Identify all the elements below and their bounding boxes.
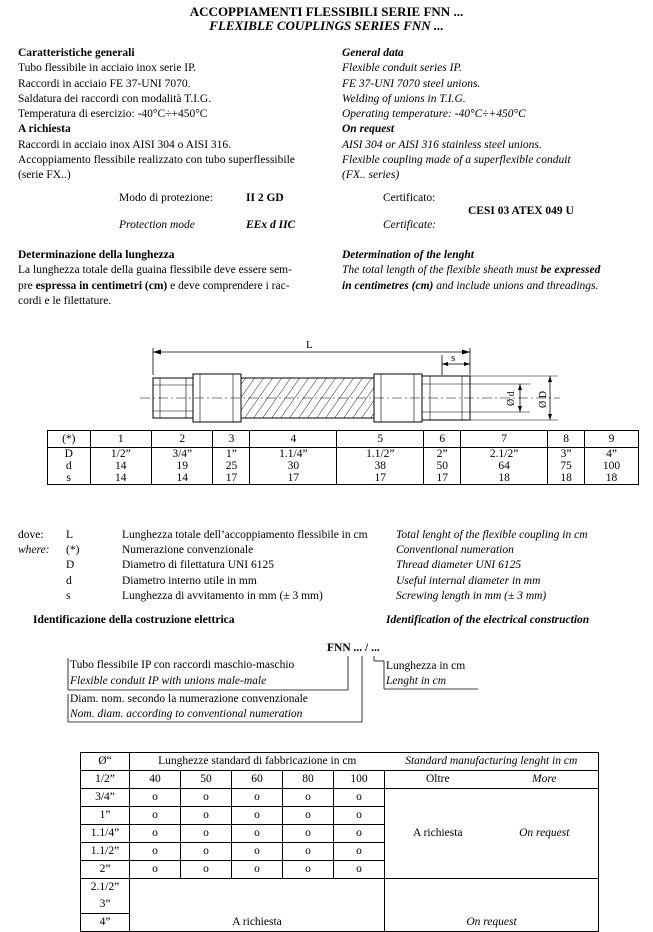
mark-cell: o [181, 861, 232, 879]
oltre-cell: Oltre [385, 771, 491, 789]
table-cell: 75 [548, 460, 585, 472]
mark-cell: o [232, 825, 283, 843]
general-it-line: Raccordi in acciaio FE 37-UNI 7070. [18, 77, 191, 90]
length-it-line: La lunghezza totale della guaina flessibile deve essere sem- [18, 264, 292, 277]
dimensions-table [47, 430, 639, 485]
request-it-line: Accoppiamento flessibile realizzato con tubo superflessibile [18, 154, 295, 167]
table-cell: 1.1/4” [250, 448, 337, 461]
table-row [48, 448, 639, 461]
table-cell: 50 [424, 460, 461, 472]
mark-cell: o [130, 789, 181, 807]
ident-length-en: Lenght in cm [386, 675, 447, 687]
legend-symbol: D [66, 559, 75, 572]
table-header-row [81, 753, 599, 771]
table-cell: 2.1/2” [461, 448, 548, 461]
legend-en: Screwing length in mm (± 3 mm) [396, 589, 547, 602]
protection-mode-it-value: II 2 GD [246, 192, 284, 204]
general-it-heading: Caratteristiche generali [18, 47, 135, 59]
dim-L-label: L [306, 339, 313, 351]
table-header-cell: 5 [337, 431, 424, 448]
request-it-line: Raccordi in acciaio inox AISI 304 o AISI 316. [18, 138, 232, 151]
ident-tube-it: Tubo flessibile IP con raccordi maschio-maschio [70, 659, 295, 671]
general-it-line: Tubo flessibile in acciaio inox serie IP. [18, 62, 197, 75]
legend-it: Diametro di filettatura UNI 6125 [122, 559, 275, 572]
length-en [342, 248, 600, 294]
legend-symbol: L [66, 529, 74, 541]
general-en-heading: General data [342, 47, 404, 59]
mark-cell: o [283, 861, 334, 879]
legend-row [18, 589, 588, 604]
legend-it: Numerazione convenzionale [122, 544, 254, 557]
request-en-heading: On request [342, 123, 395, 136]
legend-en: Useful internal diameter in mm [396, 574, 541, 587]
request-en-line: (FX.. series) [342, 169, 400, 182]
mark-cell: o [232, 807, 283, 825]
ident-diameter-en: Nom. diam. according to conventional numeration [70, 708, 303, 720]
general-en [342, 46, 571, 184]
table-row [81, 789, 599, 807]
table-cell: 18 [585, 472, 639, 485]
table-cell: 3/4” [152, 448, 213, 461]
legend-row [18, 528, 588, 543]
length-it-heading: Determinazione della lunghezza [18, 249, 175, 261]
table-header-cell: 1 [90, 431, 151, 448]
table-cell: 1.1/2” [337, 448, 424, 461]
size-cell: 1/2” [81, 771, 130, 789]
legend-it: Lunghezza totale dell’accoppiamento flessibile in cm [122, 529, 368, 541]
certificate-it-label: Certificato: [383, 192, 436, 204]
table-cell: d [48, 460, 91, 472]
size-cell: 3/4” [81, 789, 130, 807]
mark-cell: o [181, 825, 232, 843]
size-cell: 1.1/4” [81, 825, 130, 843]
mark-cell: o [181, 843, 232, 861]
length-cell: 40 [130, 771, 181, 789]
legend-symbol: d [66, 574, 72, 587]
table-cell: 100 [585, 460, 639, 472]
table-header-cell: 3 [213, 431, 250, 448]
ident-diameter-it: Diam. nom. secondo la numerazione convenzionale [70, 693, 308, 705]
table-cell: 14 [152, 472, 213, 485]
table-cell: 2” [424, 448, 461, 461]
on-request-en: On request [385, 879, 599, 932]
table-header-cell: 6 [424, 431, 461, 448]
legend-row [18, 558, 588, 573]
legend-row [18, 543, 588, 558]
standard-lengths-table [80, 752, 599, 932]
protection-mode-it-label: Modo di protezione: [119, 192, 213, 204]
table-header-cell: 4 [250, 431, 337, 448]
legend-en: Conventional numeration [396, 544, 514, 557]
mark-cell: o [232, 789, 283, 807]
mark-cell: o [130, 843, 181, 861]
mark-cell: o [334, 825, 385, 843]
title-it: ACCOPPIAMENTI FLESSIBILI SERIE FNN ... [189, 4, 464, 19]
table-cell: D [48, 448, 91, 461]
certificate-value: CESI 03 ATEX 049 U [468, 205, 574, 217]
mark-cell: o [283, 789, 334, 807]
ident-tube-en: Flexible conduit IP with unions male-male [70, 675, 267, 687]
size-cell: 2.1/2” [81, 879, 130, 897]
table-cell: 4” [585, 448, 639, 461]
mark-cell: o [283, 843, 334, 861]
ident-length-it: Lunghezza in cm [386, 660, 466, 672]
length-en-line: in centimetres (cm) and include unions and threadings. [342, 279, 599, 292]
length-cell: 60 [232, 771, 283, 789]
table-cell: 1” [213, 448, 250, 461]
protection-mode-en-label: Protection mode [119, 219, 195, 231]
ident-length [386, 659, 465, 689]
mark-cell: o [334, 789, 385, 807]
on-request-it: A richiesta [385, 789, 491, 879]
table-header-cell: 7 [461, 431, 548, 448]
table-header-cell: 8 [548, 431, 585, 448]
table-cell: 17 [337, 472, 424, 485]
legend-where: where: [18, 544, 50, 557]
request-en-line: Flexible coupling made of a superflexible conduit [342, 154, 571, 167]
request-it-heading: A richiesta [18, 123, 71, 136]
size-cell: 3” [81, 896, 130, 914]
request-it-line: (serie FX..) [18, 169, 71, 182]
dim-d-label: Ø d [506, 391, 517, 406]
length-it [18, 248, 292, 309]
mark-cell: o [334, 807, 385, 825]
table-header-row [81, 771, 599, 789]
dim-s-label: s [451, 352, 456, 364]
request-en-line: AISI 304 or AISI 316 stainless steel unions. [342, 138, 542, 151]
table-cell: 17 [250, 472, 337, 485]
table-header-cell: 2 [152, 431, 213, 448]
table-row [81, 879, 599, 897]
mark-cell: o [283, 807, 334, 825]
table-cell: 19 [152, 460, 213, 472]
legend [18, 528, 588, 604]
legend-symbol: (*) [66, 544, 80, 557]
table-cell: 64 [461, 460, 548, 472]
legend-row [18, 574, 588, 589]
mark-cell: o [181, 789, 232, 807]
ident-code: FNN ... / ... [327, 642, 380, 654]
legend-it: Lunghezza di avvitamento in mm (± 3 mm) [122, 589, 323, 602]
legend-dove: dove: [18, 529, 44, 541]
length-cell: 80 [283, 771, 334, 789]
table-cell: 18 [548, 472, 585, 485]
size-cell: 4” [81, 914, 130, 932]
header-it: Lunghezze standard di fabbricazione in cm [130, 753, 385, 771]
corner-cell: Ø“ [81, 753, 130, 771]
dim-D-label: Ø D [538, 391, 549, 408]
legend-it: Diametro interno utile in mm [122, 574, 257, 587]
mark-cell: o [130, 861, 181, 879]
protection-mode-en-value: EEx d IIC [246, 219, 296, 231]
size-cell: 1.1/2” [81, 843, 130, 861]
length-it-line: pre espressa in centimetri (cm) e deve comprendere i rac- [18, 279, 290, 292]
size-cell: 1” [81, 807, 130, 825]
length-cell: 50 [181, 771, 232, 789]
length-it-line: cordi e le filettature. [18, 294, 112, 307]
table-cell: 17 [424, 472, 461, 485]
table-cell: 3” [548, 448, 585, 461]
table-header-row [48, 431, 639, 448]
ident-it-heading: Identificazione della costruzione elettrica [33, 614, 235, 626]
length-en-line: The total length of the flexible sheath must be expressed [342, 264, 601, 277]
ident-tube [70, 657, 294, 689]
general-en-line: FE 37-UNI 7070 steel unions. [342, 77, 481, 90]
mark-cell: o [130, 807, 181, 825]
title-en: FLEXIBLE COUPLINGS SERIES FNN ... [209, 18, 444, 33]
table-cell: 38 [337, 460, 424, 472]
ident-en-heading: Identification of the electrical construction [386, 614, 590, 626]
table-row [48, 460, 639, 472]
table-cell: 30 [250, 460, 337, 472]
on-request-it: A richiesta [130, 879, 385, 932]
table-cell: 14 [90, 472, 151, 485]
more-cell: More [491, 771, 599, 789]
legend-en: Thread diameter UNI 6125 [396, 559, 522, 572]
mark-cell: o [232, 843, 283, 861]
mark-cell: o [334, 843, 385, 861]
general-en-line: Flexible conduit series IP. [342, 62, 462, 75]
length-en-heading: Determination of the lenght [342, 249, 474, 261]
on-request-en: On request [491, 789, 599, 879]
table-cell: s [48, 472, 91, 485]
certificate-en-label: Certificate: [383, 219, 437, 231]
table-cell: 14 [90, 460, 151, 472]
general-it [18, 46, 295, 184]
table-cell: 25 [213, 460, 250, 472]
length-cell: 100 [334, 771, 385, 789]
legend-en: Total lenght of the flexible coupling in cm [396, 529, 588, 541]
table-cell: 17 [213, 472, 250, 485]
table-cell: 18 [461, 472, 548, 485]
table-header-cell: (*) [48, 431, 91, 448]
table-row [48, 472, 639, 485]
coupling-drawing [0, 330, 653, 430]
general-it-line: Saldatura dei raccordi con modalità T.I.G. [18, 92, 212, 105]
general-it-line: Temperatura di esercizio: -40°C÷+450°C [18, 108, 208, 121]
legend-symbol: s [66, 589, 71, 602]
header-en: Standard manufacturing lenght in cm [385, 753, 599, 771]
ident-diameter [70, 692, 308, 722]
mark-cell: o [283, 825, 334, 843]
size-cell: 2” [81, 861, 130, 879]
table-cell: 1/2” [90, 448, 151, 461]
general-en-line: Welding of unions in T.I.G. [342, 92, 466, 105]
mark-cell: o [130, 825, 181, 843]
general-en-line: Operating temperature: -40°C÷+450°C [342, 108, 526, 121]
table-header-cell: 9 [585, 431, 639, 448]
mark-cell: o [181, 807, 232, 825]
mark-cell: o [232, 861, 283, 879]
mark-cell: o [334, 861, 385, 879]
